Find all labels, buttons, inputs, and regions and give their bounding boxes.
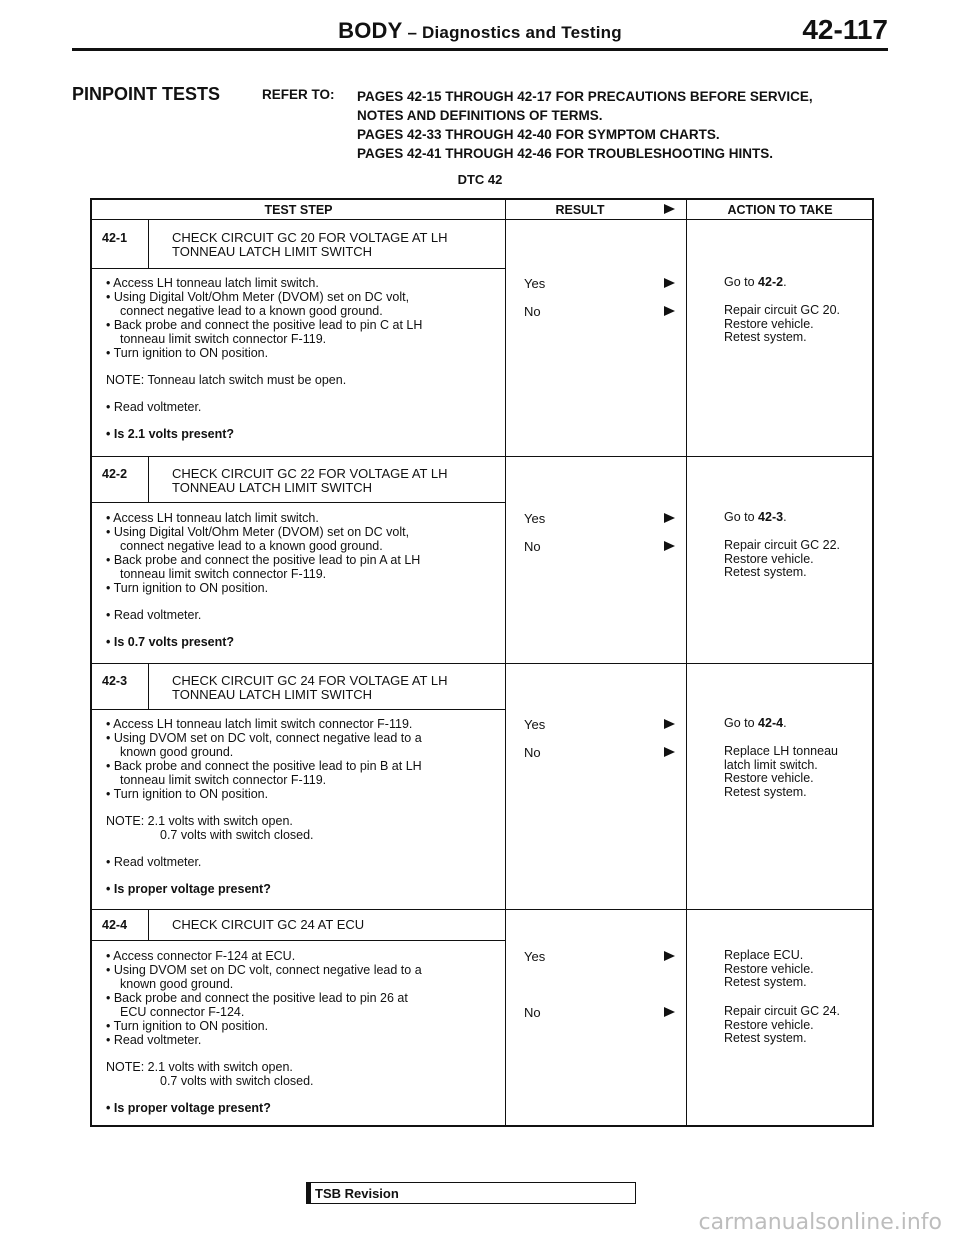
step-divider <box>92 663 872 664</box>
action-line: Replace ECU. <box>724 948 804 962</box>
page-title <box>72 18 888 44</box>
action-text <box>724 511 874 525</box>
result-arrow-icon <box>664 278 675 288</box>
instruction-line: • Access LH tonneau latch limit switch. <box>106 511 319 525</box>
action-line: Retest system. <box>724 565 807 579</box>
step-title-line: CHECK CIRCUIT GC 24 FOR VOLTAGE AT LH <box>172 673 448 688</box>
step-num-divider <box>148 219 149 268</box>
action-text <box>724 717 874 731</box>
instruction-line: • Read voltmeter. <box>106 400 202 414</box>
note-line: 0.7 volts with switch closed. <box>160 828 314 842</box>
title-main: BODY <box>338 18 403 43</box>
instruction-line: connect negative lead to a known good ground. <box>120 539 383 553</box>
action-text <box>724 745 874 799</box>
note-line: NOTE: Tonneau latch switch must be open. <box>106 373 347 387</box>
step-title <box>172 918 364 932</box>
header-test-step: TEST STEP <box>264 203 333 217</box>
step-divider <box>92 909 872 910</box>
action-line: Restore vehicle. <box>724 961 814 976</box>
action-part: Go to <box>724 275 759 289</box>
step-title-line: CHECK CIRCUIT GC 20 FOR VOLTAGE AT LH <box>172 230 448 245</box>
step-title-line: CHECK CIRCUIT GC 24 AT ECU <box>172 917 365 932</box>
action-step-ref: 42-3 <box>758 510 784 524</box>
instruction-line: • Turn ignition to ON position. <box>106 346 269 360</box>
refer-line: PAGES 42-41 THROUGH 42-46 FOR TROUBLESHOOTING HINTS. <box>357 146 774 161</box>
header-arrow-icon <box>664 204 675 214</box>
step-num-divider <box>148 456 149 502</box>
title-separator: – <box>402 23 423 42</box>
action-part: . <box>783 716 787 730</box>
action-part: . <box>783 510 787 524</box>
tsb-revision-box <box>306 1182 636 1204</box>
instruction-line: ECU connector F-124. <box>120 1005 245 1019</box>
step-num-divider <box>148 909 149 940</box>
result-arrow-icon <box>664 719 675 729</box>
page-number: 42-117 <box>802 14 888 45</box>
instruction-line: connect negative lead to a known good ground. <box>120 304 383 318</box>
section-heading: PINPOINT TESTS <box>72 84 221 104</box>
action-text <box>724 276 874 290</box>
instruction-line: • Using Digital Volt/Ohm Meter (DVOM) set on DC volt, <box>106 290 410 304</box>
action-line: Repair circuit GC 24. <box>724 1004 841 1018</box>
result-yes: Yes <box>524 276 546 291</box>
step-title-line: TONNEAU LATCH LIMIT SWITCH <box>172 480 373 495</box>
step-title <box>172 467 447 495</box>
pinpoint-test-table <box>90 198 874 1127</box>
page-header <box>72 14 888 51</box>
result-no: No <box>524 745 541 760</box>
refer-line: PAGES 42-33 THROUGH 42-40 FOR SYMPTOM CHARTS. <box>357 127 720 142</box>
instruction-line: • Back probe and connect the positive lead to pin A at LH <box>106 553 421 567</box>
instruction-line: • Access LH tonneau latch limit switch. <box>106 276 319 290</box>
action-part: Go to <box>724 716 759 730</box>
action-step-ref: 42-2 <box>758 275 784 289</box>
action-line: Retest system. <box>724 330 807 344</box>
action-line: Replace LH tonneau <box>724 744 838 758</box>
result-yes: Yes <box>524 717 546 732</box>
instruction-line: • Using DVOM set on DC volt, connect negative lead to a <box>106 731 422 745</box>
step-question: • Is 0.7 volts present? <box>106 635 235 649</box>
instruction-line: • Turn ignition to ON position. <box>106 1019 269 1033</box>
refer-label: REFER TO: <box>262 87 335 102</box>
header-action: ACTION TO TAKE <box>727 203 833 217</box>
tsb-revision-label: TSB Revision <box>315 1186 399 1201</box>
action-line: Repair circuit GC 22. <box>724 538 841 552</box>
title-sub: Diagnostics and Testing <box>422 23 622 42</box>
instruction-line: known good ground. <box>120 745 234 759</box>
step-number: 42-1 <box>102 231 128 245</box>
result-arrow-icon <box>664 951 675 961</box>
step-question: • Is 2.1 volts present? <box>106 427 235 441</box>
step-question: • Is proper voltage present? <box>106 882 271 896</box>
step-title-line: CHECK CIRCUIT GC 22 FOR VOLTAGE AT LH <box>172 466 448 481</box>
action-step-ref: 42-4 <box>758 716 784 730</box>
step-instructions <box>106 276 501 441</box>
instruction-line: • Turn ignition to ON position. <box>106 581 269 595</box>
instruction-line: • Read voltmeter. <box>106 855 202 869</box>
result-no: No <box>524 1005 541 1020</box>
instruction-line: • Turn ignition to ON position. <box>106 787 269 801</box>
step-title-divider <box>92 709 505 710</box>
header-result: RESULT <box>555 203 605 217</box>
result-yes: Yes <box>524 511 546 526</box>
step-title-divider <box>92 940 505 941</box>
action-text <box>724 304 874 345</box>
instruction-line: • Read voltmeter. <box>106 608 202 622</box>
instruction-line: known good ground. <box>120 977 234 991</box>
result-arrow-icon <box>664 747 675 757</box>
step-title <box>172 674 447 702</box>
action-line: Restore vehicle. <box>724 771 814 785</box>
step-title-divider <box>92 268 505 269</box>
action-line: latch limit switch. <box>724 757 818 772</box>
instruction-line: • Access connector F-124 at ECU. <box>106 949 296 963</box>
refer-line: PAGES 42-15 THROUGH 42-17 FOR PRECAUTIONS BEFORE SERVICE, <box>357 89 813 104</box>
refer-lines <box>357 87 813 163</box>
step-title-line: TONNEAU LATCH LIMIT SWITCH <box>172 244 373 259</box>
step-number: 42-3 <box>102 674 128 688</box>
action-part: . <box>783 275 787 289</box>
step-instructions <box>106 511 501 649</box>
result-arrow-icon <box>664 1007 675 1017</box>
step-num-divider <box>148 663 149 709</box>
action-line: Retest system. <box>724 784 807 799</box>
step-divider <box>92 456 872 457</box>
step-instructions <box>106 949 501 1115</box>
watermark: carmanualsonline.info <box>698 1210 942 1235</box>
instruction-line: • Back probe and connect the positive lead to pin B at LH <box>106 759 422 773</box>
header-divider <box>92 219 872 220</box>
instruction-line: • Read voltmeter. <box>106 1033 202 1047</box>
result-no: No <box>524 304 541 319</box>
result-yes: Yes <box>524 949 546 964</box>
instruction-line: • Back probe and connect the positive lead to pin 26 at <box>106 991 408 1005</box>
action-text <box>724 539 874 580</box>
step-number: 42-4 <box>102 918 128 932</box>
note-line: NOTE: 2.1 volts with switch open. <box>106 1060 293 1074</box>
step-question: • Is proper voltage present? <box>106 1101 271 1115</box>
dtc-label: DTC 42 <box>457 172 503 187</box>
note-line: NOTE: 2.1 volts with switch open. <box>106 814 293 828</box>
result-no: No <box>524 539 541 554</box>
action-part: Go to <box>724 510 759 524</box>
refer-line: NOTES AND DEFINITIONS OF TERMS. <box>357 108 603 123</box>
action-line: Restore vehicle. <box>724 316 814 331</box>
result-arrow-icon <box>664 306 675 316</box>
result-arrow-icon <box>664 541 675 551</box>
note-line: 0.7 volts with switch closed. <box>160 1074 314 1088</box>
instruction-line: • Using DVOM set on DC volt, connect negative lead to a <box>106 963 422 977</box>
instruction-line: tonneau limit switch connector F-119. <box>120 773 327 787</box>
instruction-line: • Back probe and connect the positive lead to pin C at LH <box>106 318 423 332</box>
instruction-line: tonneau limit switch connector F-119. <box>120 332 327 346</box>
instruction-line: tonneau limit switch connector F-119. <box>120 567 327 581</box>
instruction-line: • Using Digital Volt/Ohm Meter (DVOM) set on DC volt, <box>106 525 410 539</box>
step-number: 42-2 <box>102 467 128 481</box>
instruction-line: • Access LH tonneau latch limit switch connector F-119. <box>106 717 413 731</box>
result-arrow-icon <box>664 513 675 523</box>
action-line: Restore vehicle. <box>724 551 814 566</box>
action-text <box>724 1005 874 1046</box>
action-line: Retest system. <box>724 1031 807 1045</box>
step-title-line: TONNEAU LATCH LIMIT SWITCH <box>172 687 373 702</box>
step-title <box>172 231 447 259</box>
action-line: Retest system. <box>724 975 807 989</box>
action-text <box>724 949 874 990</box>
step-instructions <box>106 717 501 896</box>
action-line: Restore vehicle. <box>724 1017 814 1032</box>
step-title-divider <box>92 502 505 503</box>
action-line: Repair circuit GC 20. <box>724 303 841 317</box>
